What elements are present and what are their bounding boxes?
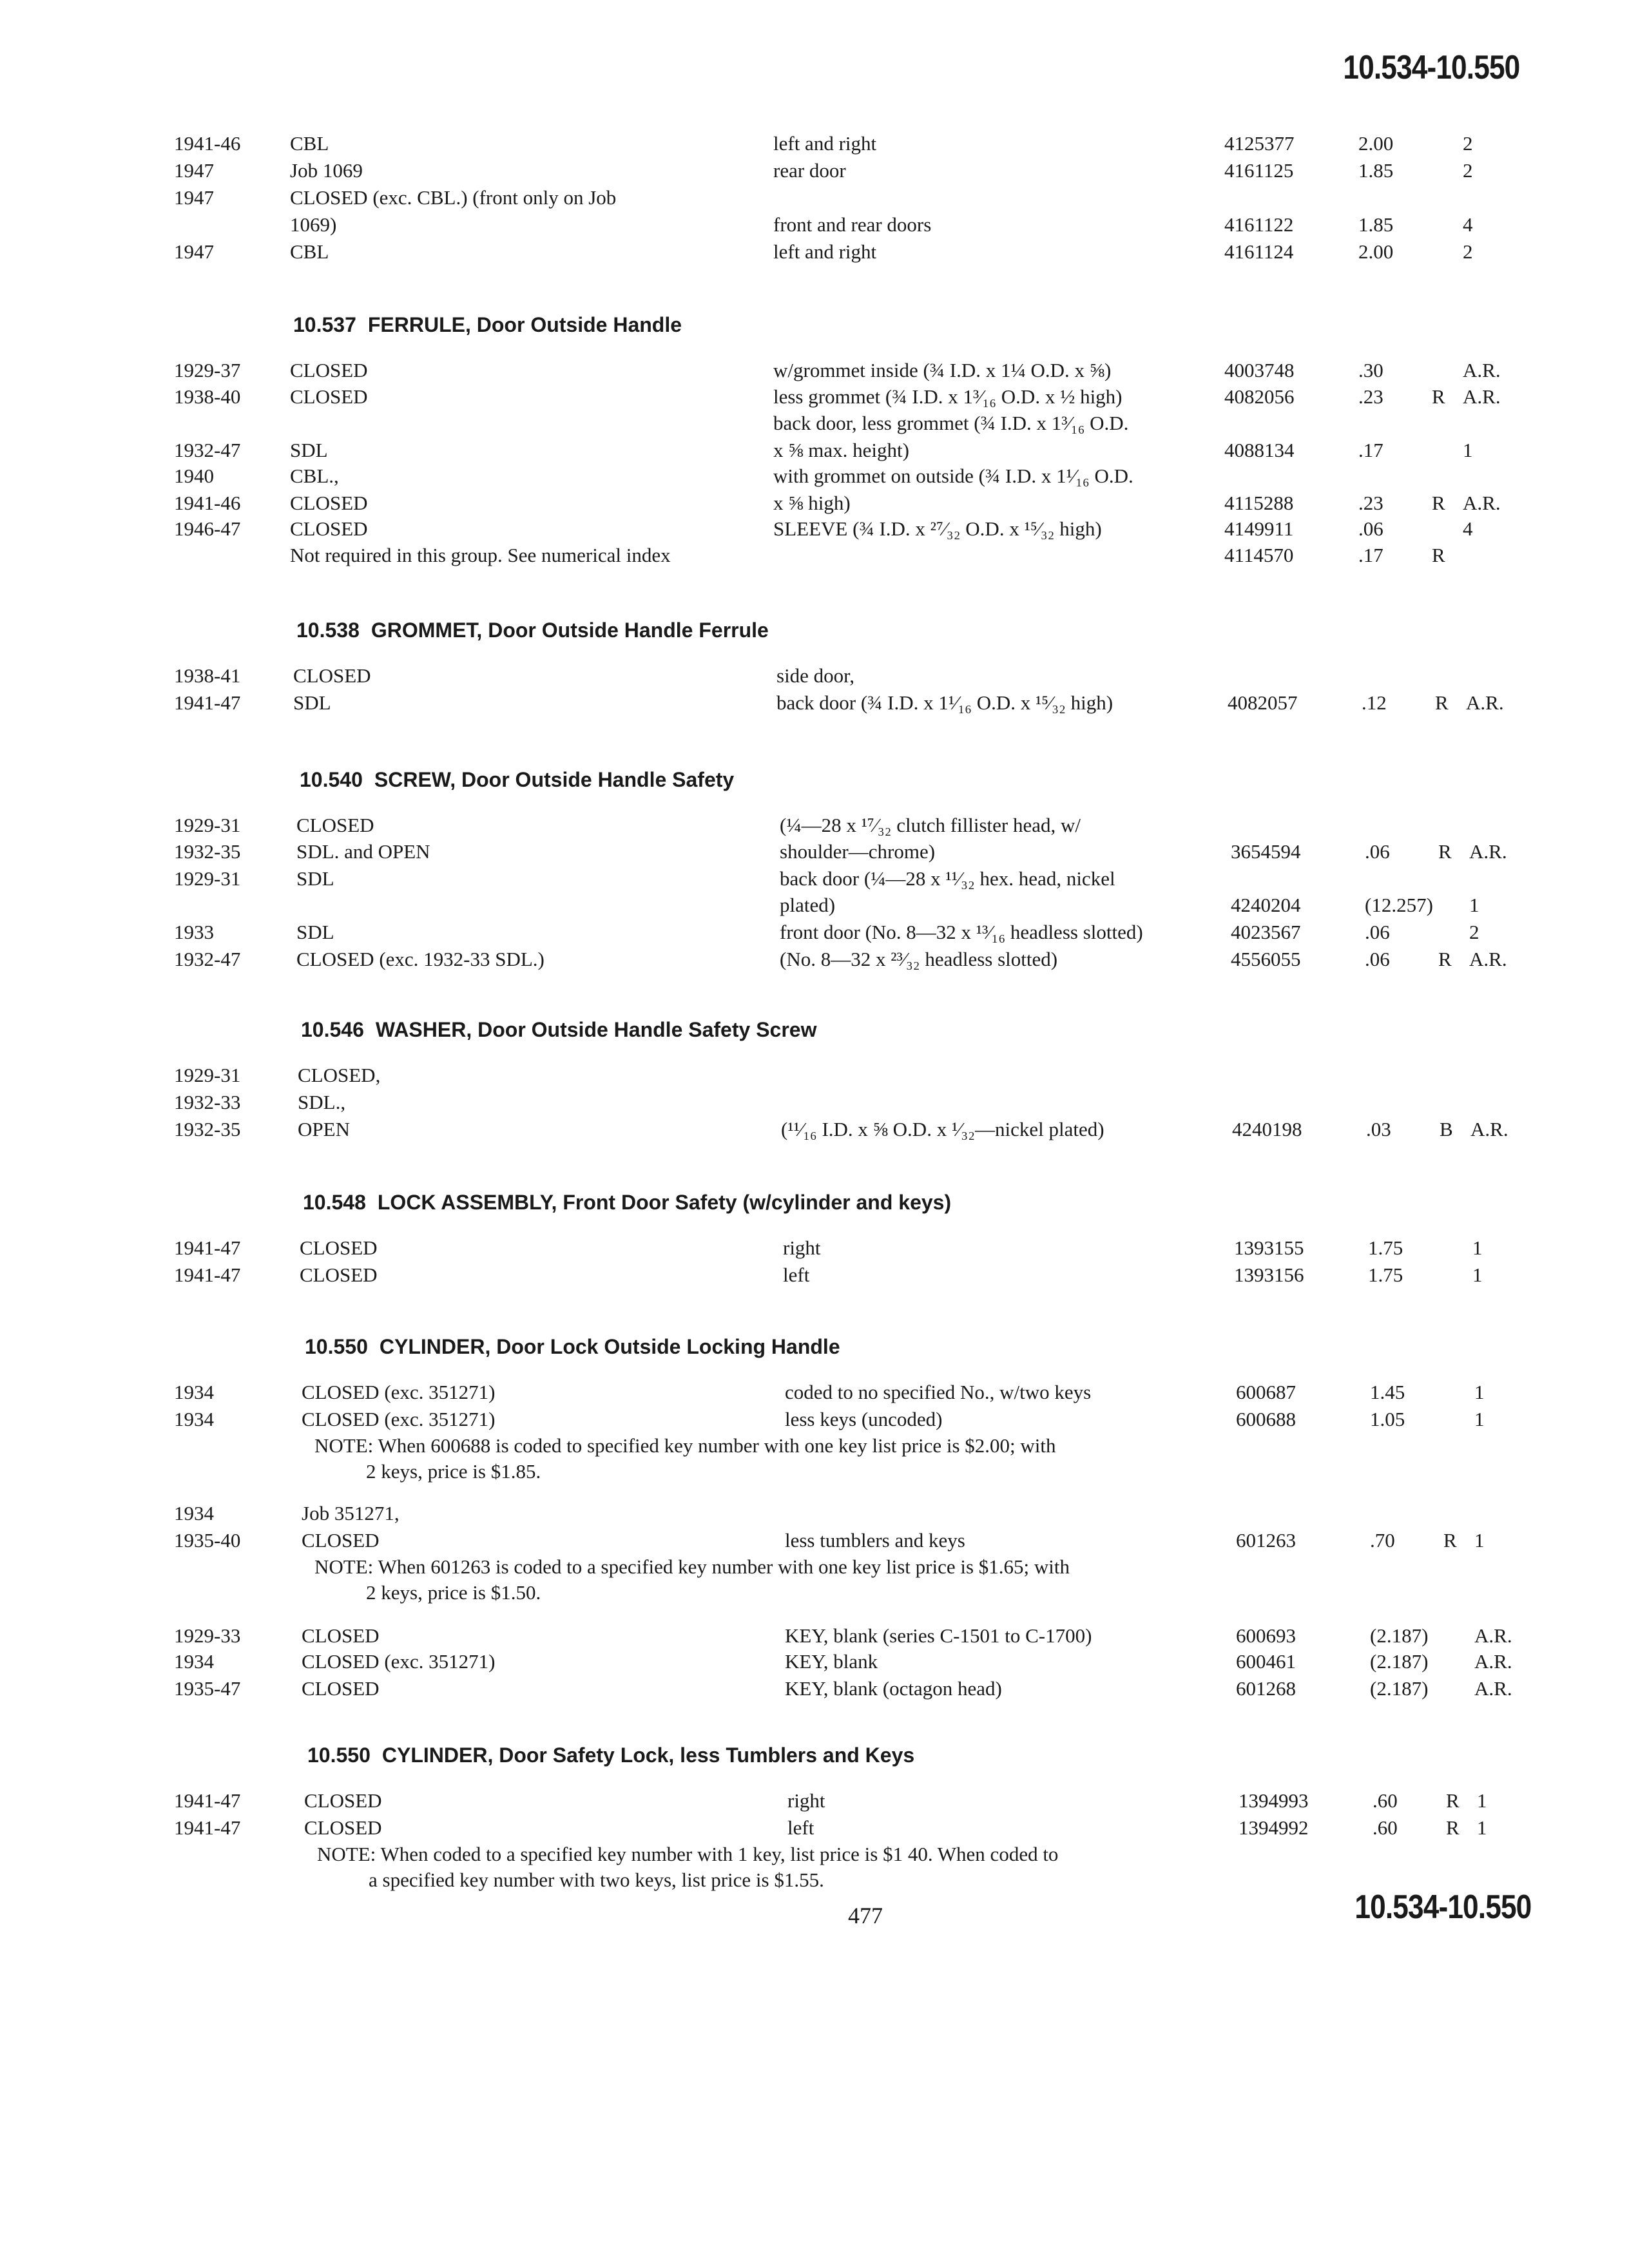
row-quantity: A.R. xyxy=(1474,1650,1512,1673)
row-year: 1941-46 xyxy=(174,132,241,155)
row-description: back door, less grommet (¾ I.D. x 1³⁄₁₆ O.D. xyxy=(773,412,1129,434)
row-year: 1935-40 xyxy=(174,1529,241,1552)
row-quantity: A.R. xyxy=(1463,492,1501,514)
row-year: 1935-47 xyxy=(174,1677,241,1700)
row-body: CLOSED xyxy=(290,359,368,381)
row-part-number: 3654594 xyxy=(1231,840,1301,863)
row-body: CLOSED xyxy=(300,1264,378,1286)
section-number: 10.548 xyxy=(303,1191,366,1214)
row-quantity: 1 xyxy=(1469,894,1480,916)
section-title: FERRULE, Door Outside Handle xyxy=(367,313,682,336)
row-body: CLOSED (exc. 351271) xyxy=(302,1408,496,1430)
row-year: 1934 xyxy=(174,1381,214,1403)
section-title: WASHER, Door Outside Handle Safety Screw xyxy=(375,1018,817,1041)
row-part-number: 4161122 xyxy=(1224,213,1294,236)
section-number: 10.550 xyxy=(305,1335,368,1358)
row-part-number: 1394992 xyxy=(1239,1816,1309,1839)
row-part-number: 4114570 xyxy=(1224,544,1294,566)
row-description: back door (¼—28 x ¹¹⁄₃₂ hex. head, nickel xyxy=(780,867,1115,890)
row-quantity: 1 xyxy=(1472,1264,1483,1286)
row-year: 1933 xyxy=(174,921,214,943)
row-year: 1932-47 xyxy=(174,439,241,461)
section-heading xyxy=(293,313,682,337)
row-price: .60 xyxy=(1373,1816,1398,1839)
row-description: right xyxy=(787,1789,825,1812)
row-part-number: 1394993 xyxy=(1239,1789,1309,1812)
row-price: .60 xyxy=(1373,1789,1398,1812)
row-part-number: 1393155 xyxy=(1234,1236,1304,1259)
row-description: (¼—28 x ¹⁷⁄₃₂ clutch fillister head, w/ xyxy=(780,814,1081,836)
row-price: .06 xyxy=(1358,517,1383,540)
row-price: 2.00 xyxy=(1358,240,1394,263)
row-flag: R xyxy=(1435,691,1449,714)
section-heading xyxy=(296,619,769,642)
row-quantity: 1 xyxy=(1474,1408,1485,1430)
row-quantity: 2 xyxy=(1463,159,1473,182)
row-quantity: A.R. xyxy=(1474,1624,1512,1647)
section-title: GROMMET, Door Outside Handle Ferrule xyxy=(371,619,769,642)
row-flag: R xyxy=(1438,840,1452,863)
row-year: 1941-47 xyxy=(174,1236,241,1259)
row-description: (¹¹⁄₁₆ I.D. x ⅝ O.D. x ¹⁄₃₂—nickel plated) xyxy=(781,1118,1104,1140)
row-description: front door (No. 8—32 x ¹³⁄₁₆ headless slotted) xyxy=(780,921,1143,943)
row-price: .12 xyxy=(1362,691,1387,714)
row-year: 1929-31 xyxy=(174,867,241,890)
row-year: 1929-33 xyxy=(174,1624,241,1647)
section-number: 10.546 xyxy=(301,1018,364,1041)
row-year: 1929-37 xyxy=(174,359,241,381)
row-part-number: 4115288 xyxy=(1224,492,1294,514)
row-description: less keys (uncoded) xyxy=(785,1408,943,1430)
row-price: .03 xyxy=(1366,1118,1391,1140)
row-body: CLOSED (exc. 1932-33 SDL.) xyxy=(296,948,545,970)
row-year: 1947 xyxy=(174,186,214,209)
row-part-number: 601263 xyxy=(1236,1529,1296,1552)
note-line: a specified key number with two keys, list price is $1.55. xyxy=(369,1869,824,1891)
row-part-number: 600461 xyxy=(1236,1650,1296,1673)
row-description: w/grommet inside (¾ I.D. x 1¼ O.D. x ⅝) xyxy=(773,359,1112,381)
row-description: coded to no specified No., w/two keys xyxy=(785,1381,1092,1403)
row-quantity: A.R. xyxy=(1463,359,1501,381)
row-year: 1941-47 xyxy=(174,1264,241,1286)
row-quantity: 2 xyxy=(1463,132,1473,155)
row-price: 1.85 xyxy=(1358,159,1394,182)
row-description: (No. 8—32 x ²³⁄₃₂ headless slotted) xyxy=(780,948,1058,970)
row-year: 1938-41 xyxy=(174,664,241,687)
row-quantity: A.R. xyxy=(1469,948,1507,970)
row-flag: R xyxy=(1432,544,1445,566)
header-range: 10.534-10.550 xyxy=(1342,49,1519,86)
row-price: 1.45 xyxy=(1370,1381,1405,1403)
note-line: 2 keys, price is $1.50. xyxy=(366,1581,541,1604)
note-line: NOTE: When coded to a specified key number with 1 key, list price is $1 40. When coded to xyxy=(317,1843,1059,1865)
row-year: 1929-31 xyxy=(174,1064,241,1086)
row-body: CLOSED xyxy=(302,1677,380,1700)
row-body: CLOSED (exc. 351271) xyxy=(302,1381,496,1403)
section-title: CYLINDER, Door Lock Outside Locking Handle xyxy=(379,1335,840,1358)
row-quantity: 4 xyxy=(1463,517,1473,540)
row-flag: R xyxy=(1443,1529,1457,1552)
row-flag: R xyxy=(1432,492,1445,514)
row-description: left xyxy=(783,1264,810,1286)
row-description: left and right xyxy=(773,132,877,155)
row-year: 1940 xyxy=(174,465,214,487)
row-price: .23 xyxy=(1358,385,1383,408)
row-body: SDL., xyxy=(298,1091,346,1113)
row-price: .30 xyxy=(1358,359,1383,381)
row-year: 1934 xyxy=(174,1650,214,1673)
row-description: x ⅝ high) xyxy=(773,492,851,514)
row-body: CLOSED xyxy=(304,1816,382,1839)
row-part-number: 600693 xyxy=(1236,1624,1296,1647)
row-body: CLOSED xyxy=(300,1236,378,1259)
row-body: SDL xyxy=(293,691,331,714)
row-price: .06 xyxy=(1365,921,1390,943)
row-year: 1941-47 xyxy=(174,1789,241,1812)
row-part-number: 4088134 xyxy=(1224,439,1295,461)
row-body: CLOSED xyxy=(302,1624,380,1647)
row-part-number: 4149911 xyxy=(1224,517,1294,540)
row-quantity: 1 xyxy=(1474,1529,1485,1552)
row-description: back door (¾ I.D. x 1¹⁄₁₆ O.D. x ¹⁵⁄₃₂ high) xyxy=(776,691,1113,714)
row-quantity: A.R. xyxy=(1463,385,1501,408)
row-body: CLOSED (exc. 351271) xyxy=(302,1650,496,1673)
row-part-number: 600687 xyxy=(1236,1381,1296,1403)
section-heading xyxy=(301,1018,816,1042)
row-price: .70 xyxy=(1370,1529,1395,1552)
row-flag: B xyxy=(1440,1118,1453,1140)
row-quantity: 1 xyxy=(1472,1236,1483,1259)
row-price: 1.75 xyxy=(1368,1264,1403,1286)
row-year: 1932-33 xyxy=(174,1091,241,1113)
row-quantity: A.R. xyxy=(1470,1118,1509,1140)
row-description: rear door xyxy=(773,159,846,182)
row-year: 1934 xyxy=(174,1502,214,1524)
section-heading xyxy=(305,1335,840,1359)
note-text xyxy=(314,1433,1249,1485)
row-flag: R xyxy=(1432,385,1445,408)
note-line: NOTE: When 600688 is coded to specified key number with one key list price is $2.00; with xyxy=(314,1434,1056,1457)
row-price: .06 xyxy=(1365,840,1390,863)
row-quantity: 1 xyxy=(1474,1381,1485,1403)
row-price: (2.187) xyxy=(1370,1650,1429,1673)
row-body: CLOSED xyxy=(304,1789,382,1812)
row-description: less tumblers and keys xyxy=(785,1529,965,1552)
row-price: .17 xyxy=(1358,544,1383,566)
row-description: SLEEVE (¾ I.D. x ²⁷⁄₃₂ O.D. x ¹⁵⁄₃₂ high) xyxy=(773,517,1102,540)
row-description: front and rear doors xyxy=(773,213,932,236)
row-body: CLOSED (exc. CBL.) (front only on Job xyxy=(290,186,617,209)
row-year: 1941-47 xyxy=(174,1816,241,1839)
row-description: KEY, blank xyxy=(785,1650,878,1673)
row-year: 1946-47 xyxy=(174,517,241,540)
row-price: .17 xyxy=(1358,439,1383,461)
footer-range: 10.534-10.550 xyxy=(1354,1888,1531,1926)
row-body: Not required in this group. See numerical index xyxy=(290,544,671,566)
row-description: less grommet (¾ I.D. x 1³⁄₁₆ O.D. x ½ high) xyxy=(773,385,1123,408)
row-quantity: A.R. xyxy=(1466,691,1504,714)
row-description: KEY, blank (series C-1501 to C-1700) xyxy=(785,1624,1092,1647)
row-body: CLOSED xyxy=(290,517,368,540)
section-number: 10.540 xyxy=(300,768,363,791)
row-price: (12.257) xyxy=(1365,894,1433,916)
row-body: CBL xyxy=(290,132,329,155)
row-year: 1941-47 xyxy=(174,691,241,714)
row-price: 2.00 xyxy=(1358,132,1394,155)
row-description: KEY, blank (octagon head) xyxy=(785,1677,1002,1700)
row-body: CLOSED xyxy=(290,385,368,408)
row-body: Job 351271, xyxy=(302,1502,400,1524)
row-year: 1929-31 xyxy=(174,814,241,836)
row-flag: R xyxy=(1438,948,1452,970)
row-quantity: A.R. xyxy=(1474,1677,1512,1700)
section-heading xyxy=(300,768,734,792)
row-year: 1947 xyxy=(174,159,214,182)
row-part-number: 4023567 xyxy=(1231,921,1301,943)
row-year: 1932-35 xyxy=(174,840,241,863)
row-quantity: 1 xyxy=(1477,1789,1487,1812)
row-description: with grommet on outside (¾ I.D. x 1¹⁄₁₆ O.D. xyxy=(773,465,1133,487)
row-body: SDL xyxy=(290,439,328,461)
row-description: left and right xyxy=(773,240,877,263)
row-description: shoulder—chrome) xyxy=(780,840,936,863)
row-body: CLOSED xyxy=(296,814,374,836)
section-number: 10.538 xyxy=(296,619,360,642)
row-quantity: A.R. xyxy=(1469,840,1507,863)
row-part-number: 4161124 xyxy=(1224,240,1294,263)
row-price: .06 xyxy=(1365,948,1390,970)
row-part-number: 4556055 xyxy=(1231,948,1301,970)
note-text xyxy=(314,1554,1249,1606)
row-year: 1938-40 xyxy=(174,385,241,408)
section-title: SCREW, Door Outside Handle Safety xyxy=(374,768,735,791)
row-body: CBL xyxy=(290,240,329,263)
row-description: plated) xyxy=(780,894,836,916)
note-line: NOTE: When 601263 is coded to a specified key number with one key list price is $1.65; with xyxy=(314,1555,1070,1578)
row-year: 1947 xyxy=(174,240,214,263)
row-part-number: 4240198 xyxy=(1232,1118,1302,1140)
row-body: 1069) xyxy=(290,213,337,236)
page-number: 477 xyxy=(848,1903,883,1928)
row-body: CLOSED, xyxy=(298,1064,381,1086)
row-description: x ⅝ max. height) xyxy=(773,439,909,461)
row-price: (2.187) xyxy=(1370,1624,1429,1647)
section-number: 10.537 xyxy=(293,313,356,336)
row-part-number: 4082057 xyxy=(1228,691,1298,714)
row-body: CLOSED xyxy=(290,492,368,514)
row-part-number: 600688 xyxy=(1236,1408,1296,1430)
row-part-number: 1393156 xyxy=(1234,1264,1304,1286)
row-quantity: 2 xyxy=(1469,921,1480,943)
section-heading xyxy=(303,1191,951,1215)
row-quantity: 1 xyxy=(1477,1816,1487,1839)
section-heading xyxy=(307,1744,914,1767)
row-year: 1932-47 xyxy=(174,948,241,970)
row-flag: R xyxy=(1446,1816,1460,1839)
row-description: left xyxy=(787,1816,815,1839)
row-year: 1934 xyxy=(174,1408,214,1430)
row-body: SDL xyxy=(296,921,334,943)
note-line: 2 keys, price is $1.85. xyxy=(366,1460,541,1483)
row-price: 1.05 xyxy=(1370,1408,1405,1430)
row-quantity: 4 xyxy=(1463,213,1473,236)
row-part-number: 601268 xyxy=(1236,1677,1296,1700)
row-price: .23 xyxy=(1358,492,1383,514)
row-part-number: 4082056 xyxy=(1224,385,1295,408)
row-body: CBL., xyxy=(290,465,339,487)
row-body: SDL. and OPEN xyxy=(296,840,430,863)
row-price: 1.75 xyxy=(1368,1236,1403,1259)
row-year: 1941-46 xyxy=(174,492,241,514)
section-title: CYLINDER, Door Safety Lock, less Tumblers and Keys xyxy=(381,1744,915,1767)
row-part-number: 4125377 xyxy=(1224,132,1295,155)
section-number: 10.550 xyxy=(307,1744,371,1767)
row-body: SDL xyxy=(296,867,334,890)
row-body: CLOSED xyxy=(302,1529,380,1552)
row-price: (2.187) xyxy=(1370,1677,1429,1700)
row-price: 1.85 xyxy=(1358,213,1394,236)
row-part-number: 4161125 xyxy=(1224,159,1294,182)
row-body: CLOSED xyxy=(293,664,371,687)
row-year: 1932-35 xyxy=(174,1118,241,1140)
section-title: LOCK ASSEMBLY, Front Door Safety (w/cylinder and keys) xyxy=(377,1191,952,1214)
row-quantity: 2 xyxy=(1463,240,1473,263)
row-part-number: 4240204 xyxy=(1231,894,1301,916)
row-flag: R xyxy=(1446,1789,1460,1812)
row-part-number: 4003748 xyxy=(1224,359,1295,381)
row-description: side door, xyxy=(776,664,855,687)
row-body: Job 1069 xyxy=(290,159,363,182)
row-quantity: 1 xyxy=(1463,439,1473,461)
note-text xyxy=(317,1841,1251,1893)
row-body: OPEN xyxy=(298,1118,350,1140)
row-description: right xyxy=(783,1236,821,1259)
